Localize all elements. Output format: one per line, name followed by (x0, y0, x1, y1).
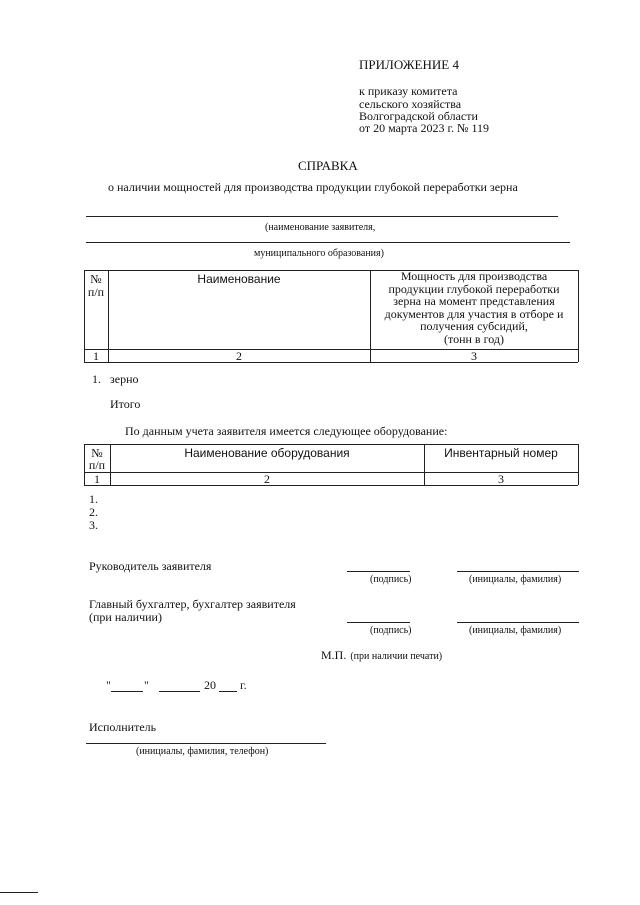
list1-item-text: зерно (110, 372, 139, 386)
table2-colnum-2: 2 (264, 472, 270, 486)
accountant-label-note: (при наличии) (89, 610, 162, 624)
list2-item-1: 1. (89, 492, 98, 506)
head-name-line (457, 571, 579, 572)
table2-header-num: № (91, 446, 103, 460)
date-month-line (159, 691, 200, 692)
executor-label: Исполнитель (89, 720, 157, 734)
accountant-label: Главный бухгалтер, бухгалтер заявителя (89, 597, 296, 611)
table1-header-num: № (90, 272, 102, 286)
date-year-prefix: 20 (204, 678, 216, 692)
accountant-sign-line (347, 622, 410, 623)
capacity-line-2: продукции глубокой переработки (388, 281, 560, 296)
table1-right-border (578, 270, 579, 362)
date-year-line (219, 691, 237, 692)
head-sign-line (347, 571, 410, 572)
table2-top-border (84, 444, 578, 445)
document-subtitle: о наличии мощностей для производства продукции глубокой переработки зерна (108, 180, 518, 194)
date-day-line (111, 691, 143, 692)
document-title: СПРАВКА (298, 158, 358, 173)
capacity-line-4: документов для участия в отборе и (384, 306, 564, 321)
table1-header-num-2: п/п (87, 285, 105, 299)
stamp-label: М.П. (321, 648, 347, 662)
footer-mark (0, 892, 38, 893)
table2-header-name: Наименование оборудования (184, 446, 350, 460)
table1-colnum-3: 3 (471, 349, 477, 363)
executor-line (86, 743, 326, 744)
applicant-name-caption: (наименование заявителя, (265, 222, 376, 233)
table1-header-name: Наименование (197, 272, 281, 286)
table1-header-capacity (370, 270, 578, 345)
capacity-line-6: (тонн в год) (444, 331, 504, 346)
accountant-sign-caption: (подпись) (370, 625, 412, 636)
stamp-note: (при наличии печати) (350, 651, 443, 662)
order-line-4: от 20 марта 2023 г. № 119 (359, 121, 490, 135)
executor-caption: (инициалы, фамилия, телефон) (136, 746, 269, 757)
table1-colnum-2: 2 (236, 349, 242, 363)
list1-item-number: 1. (92, 372, 101, 386)
table2-header-num-2: п/п (88, 458, 106, 472)
table2-colnum-1: 1 (94, 472, 100, 486)
municipality-caption: муниципального образования) (254, 248, 384, 259)
appendix-number: ПРИЛОЖЕНИЕ 4 (359, 57, 459, 72)
capacity-line-3: зерна на момент представления (393, 294, 555, 308)
order-line-1: к приказу комитета (359, 84, 458, 98)
date-year-suffix: г. (240, 678, 247, 692)
table2-colnum-3: 3 (498, 472, 504, 486)
list2-item-2: 2. (89, 505, 98, 519)
date-quote-close: " (144, 678, 149, 692)
date-quote-open: " (106, 678, 111, 692)
table2-header-inventory: Инвентарный номер (444, 446, 558, 460)
applicant-name-line (86, 216, 558, 217)
table1-colnum-1: 1 (93, 349, 99, 363)
head-sign-caption: (подпись) (370, 574, 412, 585)
order-line-2: сельского хозяйства (359, 97, 462, 111)
list1-total: Итого (110, 397, 141, 411)
list2-item-3: 3. (89, 518, 98, 532)
accountant-name-line (457, 622, 579, 623)
head-name-caption: (инициалы, фамилия) (469, 574, 562, 585)
table2-right-border (578, 444, 579, 485)
head-label: Руководитель заявителя (89, 559, 212, 573)
stamp-place (321, 646, 442, 664)
accountant-name-caption: (инициалы, фамилия) (469, 625, 562, 636)
capacity-line-1: Мощность для производства (400, 269, 548, 283)
municipality-line (86, 242, 570, 243)
order-line-3: Волгоградской области (359, 109, 478, 123)
equipment-intro: По данным учета заявителя имеется следующее оборудование: (125, 424, 448, 438)
capacity-line-5: получения субсидий, (420, 319, 528, 333)
